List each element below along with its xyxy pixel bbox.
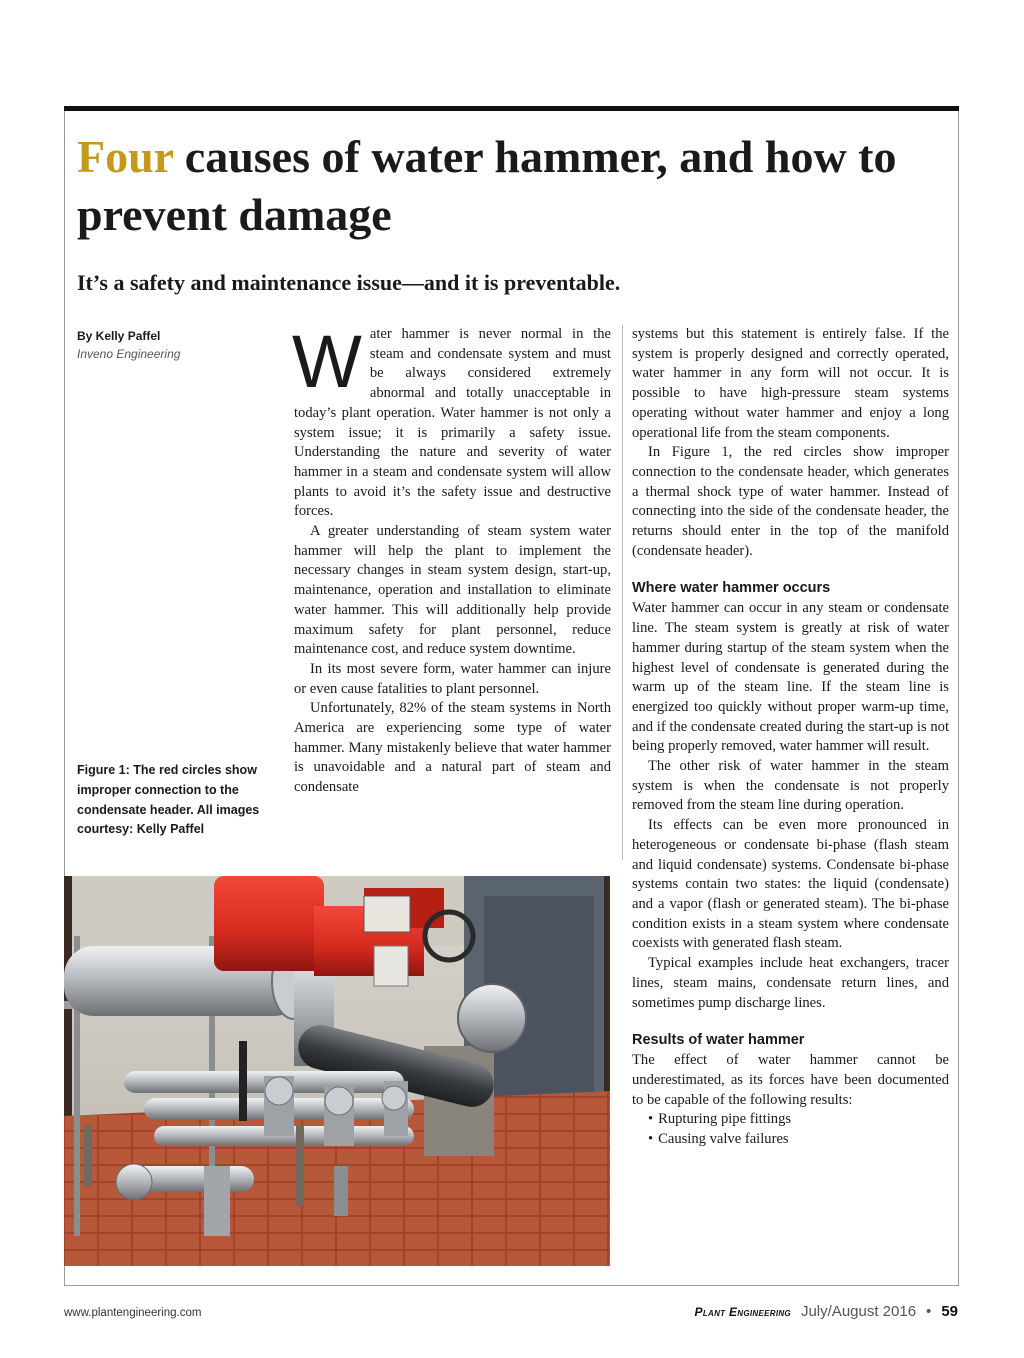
page-number: 59 (941, 1303, 958, 1320)
paragraph: Water hammer is never normal in the steam and condensate system and must be always considered extremely abnormal and totally unacceptable in today’s plant operation. Water hammer is not only a system issue; it is primarily a safety issue. Understanding the nature and severity of water hammer in a steam and condensate system will allow plants to avoid it’s the safety issue and destructive forces. (292, 320, 611, 520)
top-rule (64, 106, 959, 111)
paragraph: Unfortunately, 82% of the steam systems in North America are experiencing some type of water hammer. Many mistakenly believe that water hammer is unavoidable and a natural part of steam and condensate (294, 700, 611, 796)
body-column-1 (292, 320, 611, 798)
column-divider (622, 325, 623, 860)
title-accent: Four (77, 131, 174, 182)
paragraph: Its effects can be even more pronounced in heterogeneous or condensate bi-phase (flash steam and liquid condensate) systems. Condensate bi-phase systems contain two states: the liquid (condensate) and a vapor (flash or generated steam). The bi-phase condition exists in a steam system where condensate coexists with generated flash steam. (632, 817, 949, 952)
paragraph: In its most severe form, water hammer can injure or even cause fatalities to plant personnel. (294, 660, 611, 697)
author-organization: Inveno Engineering (77, 347, 181, 361)
results-list (632, 1110, 949, 1149)
section-heading-where: Where water hammer occurs (632, 580, 831, 597)
issue-date: July/August 2016 (800, 1303, 917, 1320)
body-column-2 (632, 325, 949, 1150)
footer-separator: • (926, 1303, 932, 1320)
article-subtitle: It’s a safety and maintenance issue—and it is preventable. (77, 270, 621, 295)
author-name: By Kelly Paffel (77, 329, 161, 343)
paragraph: The other risk of water hammer in the steam system is when the condensate is not properly removed from the steam line during operation. (632, 758, 949, 814)
article-title (77, 128, 937, 244)
footer-url: www.plantengineering.com (64, 1307, 202, 1319)
paragraph: In Figure 1, the red circles show improper connection to the condensate header, which generates a thermal shock type of water hammer. Instead of connecting into the side of the condensate header, the returns should enter in the top of the manifold (condensate header). (632, 444, 949, 559)
section-heading-results: Results of water hammer (632, 1032, 805, 1049)
figure-1-photo (64, 876, 610, 1266)
publication-name: Plant Engineering (694, 1305, 791, 1319)
paragraph: A greater understanding of steam system water hammer will help the plant to implement the necessary changes in steam system design, start-up, maintenance, operation and installation to eliminate water hammer. This will additionally help provide maximum safety for plant personnel, reduce maintenance cost, and reduce system downtime. (294, 523, 611, 658)
paragraph: Water hammer can occur in any steam or condensate line. The steam system is greatly at risk of water hammer during startup of the steam system when the highest level of condensate is generated during the warm up of the steam line. If the steam line is energized too quickly without proper warm-up time, and if the condensate created during the start-up is not being properly removed, water hammer will result. (632, 600, 949, 755)
paragraph: The effect of water hammer cannot be underestimated, as its forces have been documented to be capable of the following results: (632, 1052, 949, 1108)
paragraph: systems but this statement is entirely false. If the system is properly designed and correctly operated, water hammer in any form will not occur. It is possible to have high-pressure steam systems operating without water hammer and enjoy a long operational life from the steam components. (632, 326, 949, 441)
figure-caption: Figure 1: The red circles show improper connection to the condensate header. All images courtesy: Kelly Paffel (77, 763, 260, 837)
list-item: • Rupturing pipe fittings (648, 1110, 949, 1130)
paragraph: Typical examples include heat exchangers, tracer lines, steam mains, condensate return lines, and sometimes pump discharge lines. (632, 955, 949, 1011)
byline (77, 327, 277, 363)
drop-cap: W (292, 320, 362, 403)
list-item: • Causing valve failures (648, 1130, 949, 1150)
title-rest: causes of water hammer, and how to prevent damage (77, 131, 897, 240)
footer-info (695, 1303, 958, 1320)
